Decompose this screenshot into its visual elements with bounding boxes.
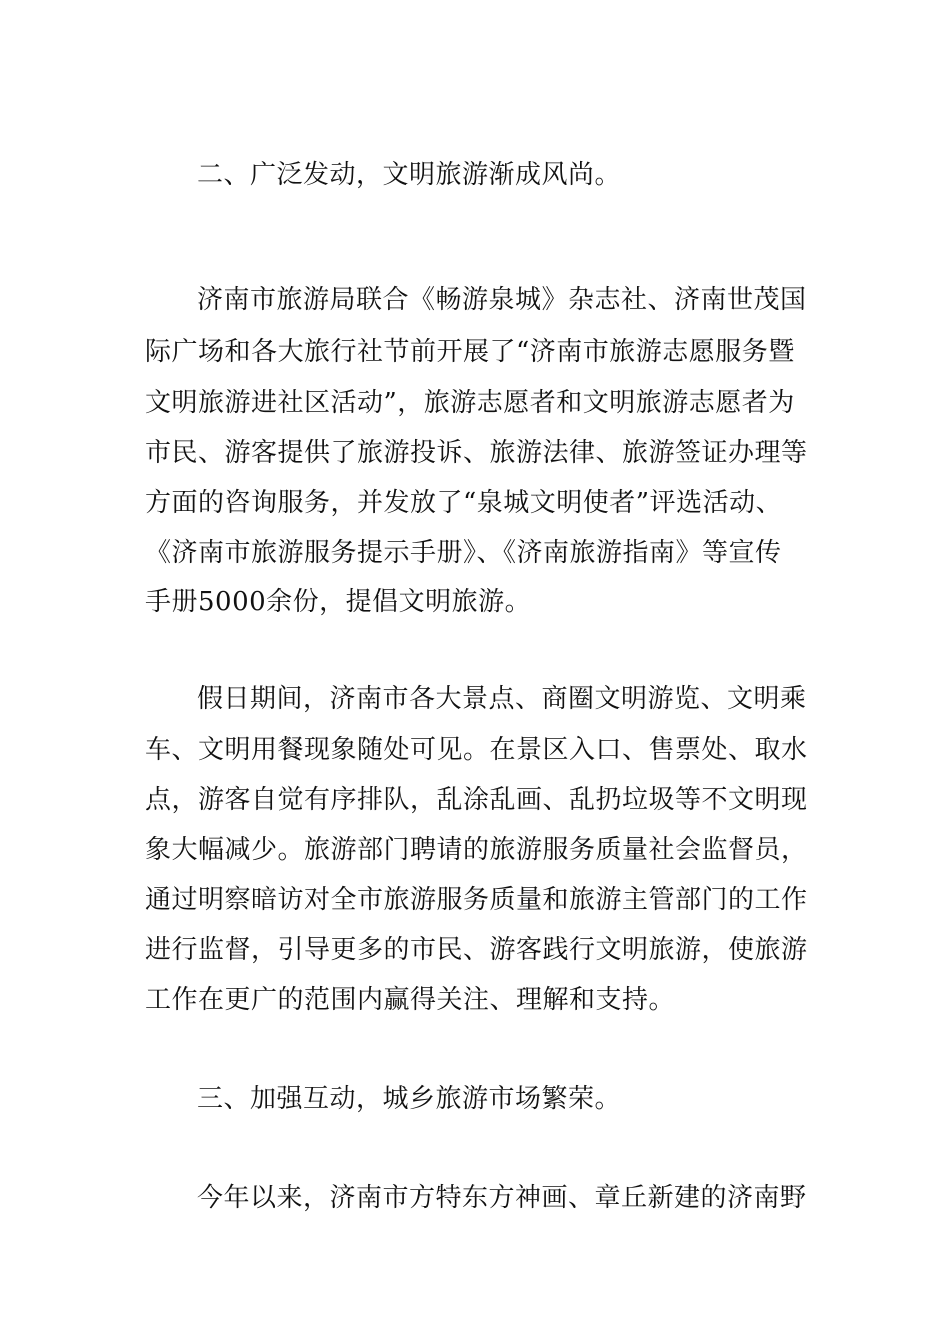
paragraph-line: 工作在更广的范围内赢得关注、理解和支持。 (145, 985, 676, 1015)
paragraph-line: 市民、游客提供了旅游投诉、旅游法律、旅游签证办理等 (145, 438, 808, 468)
paragraph-line: 《济南市旅游服务提示手册》、《济南旅游指南》等宣传 (145, 538, 782, 568)
paragraph-line: 通过明察暗访对全市旅游服务质量和旅游主管部门的工作 (145, 885, 808, 915)
paragraph-line: 际广场和各大旅行社节前开展了“济南市旅游志愿服务暨 (145, 337, 795, 367)
paragraph-line: 手册5000余份，提倡文明旅游。 (145, 587, 532, 617)
section-heading-3: 三、加强互动，城乡旅游市场繁荣。 (197, 1084, 622, 1114)
paragraph-line: 假日期间，济南市各大景点、商圈文明游览、文明乘 (197, 684, 807, 714)
paragraph-line: 济南市旅游局联合《畅游泉城》杂志社、济南世茂国 (197, 285, 807, 315)
paragraph-line: 今年以来，济南市方特东方神画、章丘新建的济南野 (197, 1183, 807, 1213)
paragraph-line: 文明旅游进社区活动”，旅游志愿者和文明旅游志愿者为 (145, 388, 795, 418)
paragraph-line: 象大幅减少。旅游部门聘请的旅游服务质量社会监督员， (145, 835, 808, 865)
paragraph-line: 方面的咨询服务，并发放了“泉城文明使者”评选活动、 (145, 488, 783, 518)
paragraph-line: 点，游客自觉有序排队，乱涂乱画、乱扔垃圾等不文明现 (145, 785, 808, 815)
paragraph-line: 进行监督，引导更多的市民、游客践行文明旅游，使旅游 (145, 935, 808, 965)
section-heading-2: 二、广泛发动，文明旅游渐成风尚。 (197, 160, 622, 190)
paragraph-line: 车、文明用餐现象随处可见。在景区入口、售票处、取水 (145, 735, 808, 765)
